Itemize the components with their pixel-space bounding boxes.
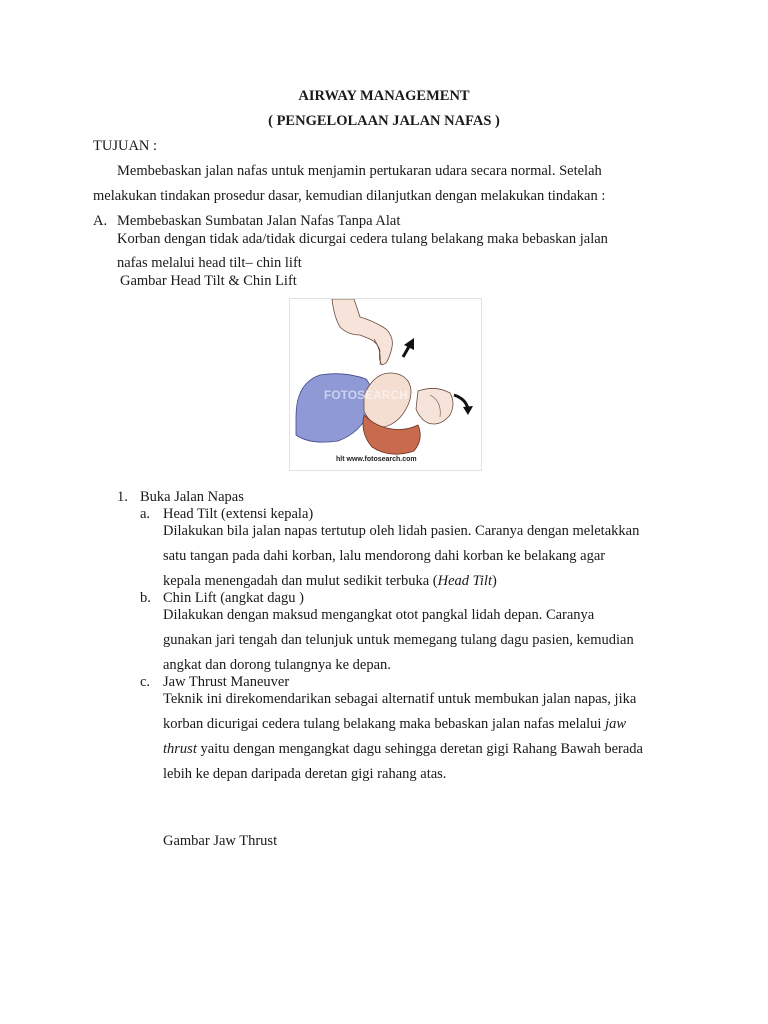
sub-b-heading: Chin Lift (angkat dagu ) — [163, 590, 304, 606]
sub-a-heading: Head Tilt (extensi kepala) — [163, 506, 314, 522]
sub-c-line-2-italic: jaw — [605, 716, 627, 732]
sub-a-marker: a. — [140, 506, 151, 522]
sub-c-marker: c. — [140, 674, 151, 690]
sub-a-line-3-prefix: kepala menengadah dan mulut sedikit terbuka ( — [163, 573, 438, 589]
sub-c-line-4: lebih ke depan daripada deretan gigi rahang atas. — [163, 766, 447, 782]
sub-b-line-1: Dilakukan dengan maksud mengangkat otot pangkal lidah depan. Caranya — [163, 607, 595, 623]
sub-b-marker: b. — [140, 590, 151, 606]
sub-c-line-2 — [163, 717, 626, 732]
section-a-line-1: Korban dengan tidak ada/tidak dicurgai cedera tulang belakang maka bebaskan jalan — [117, 231, 608, 247]
tujuan-label: TUJUAN : — [93, 138, 158, 154]
sub-b-line-3: angkat dan dorong tulangnya ke depan. — [163, 657, 391, 673]
figure-caption-head-tilt: Gambar Head Tilt & Chin Lift — [120, 273, 297, 289]
intro-line-1: Membebaskan jalan nafas untuk menjamin pertukaran udara secara normal. Setelah — [117, 163, 602, 179]
forehead-hand — [416, 388, 453, 424]
item-1-marker: 1. — [117, 489, 128, 505]
image-credit: hlt www.fotosearch.com — [336, 456, 417, 463]
intro-line-2: melakukan tindakan prosedur dasar, kemudian dilanjutkan dengan melakukan tindakan : — [93, 188, 606, 204]
section-a-marker: A. — [93, 213, 108, 229]
sub-a-line-1: Dilakukan bila jalan napas tertutup oleh lidah pasien. Caranya dengan meletakkan — [163, 523, 640, 539]
illustration-svg — [290, 299, 481, 470]
item-1-heading: Buka Jalan Napas — [140, 489, 244, 505]
patient-shirt — [296, 374, 372, 442]
sub-c-heading: Jaw Thrust Maneuver — [163, 674, 290, 690]
sub-a-line-3 — [163, 574, 497, 589]
watermark-text: FOTOSEARCH — [324, 388, 408, 402]
sub-a-line-3-italic: Head Tilt — [437, 573, 492, 589]
sub-b-line-2: gunakan jari tengah dan telunjuk untuk memegang tulang dagu pasien, kemudian — [163, 632, 634, 648]
sub-a-line-2: satu tangan pada dahi korban, lalu mendorong dahi korban ke belakang agar — [163, 548, 606, 564]
document-subtitle: ( PENGELOLAAN JALAN NAFAS ) — [268, 113, 500, 129]
section-a-heading: Membebaskan Sumbatan Jalan Nafas Tanpa Alat — [117, 213, 401, 229]
figure-caption-jaw-thrust: Gambar Jaw Thrust — [163, 833, 278, 849]
arrow-rotate-head — [463, 406, 473, 415]
sub-c-line-2-prefix: korban dicurigai cedera tulang belakang maka bebaskan jalan nafas melalui — [163, 716, 606, 732]
hand-shape — [332, 299, 392, 365]
sub-c-line-1: Teknik ini direkomendarikan sebagai alternatif untuk membukan jalan napas, jika — [163, 691, 637, 707]
head-tilt-chin-lift-illustration — [289, 298, 482, 471]
sub-c-line-3 — [163, 742, 643, 757]
section-a-line-2: nafas melalui head tilt– chin lift — [117, 255, 302, 271]
sub-c-line-3-suffix: yaitu dengan mengangkat dagu sehingga deretan gigi Rahang Bawah berada — [196, 741, 643, 757]
document-title: AIRWAY MANAGEMENT — [298, 88, 470, 104]
sub-a-line-3-suffix: ) — [492, 573, 497, 589]
sub-c-line-3-italic: thrust — [163, 741, 197, 757]
